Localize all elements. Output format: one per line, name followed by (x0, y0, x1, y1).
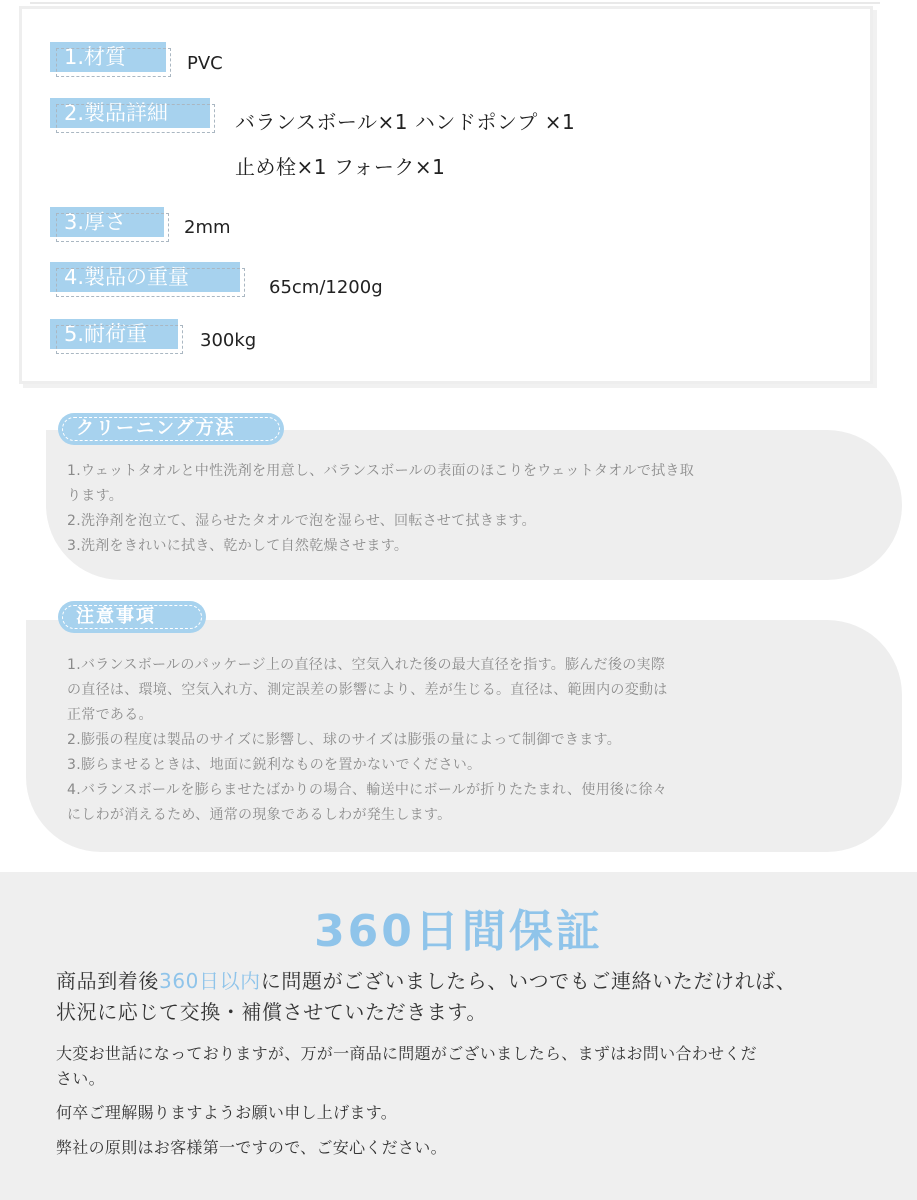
notes-line-4: 2.膨張の程度は製品のサイズに影響し、球のサイズは膨張の量によって制御できます。 (67, 732, 621, 748)
spec-label-material: 1.材質 (50, 42, 166, 72)
cleaning-line-1: 1.ウェットタオルと中性洗剤を用意し、バランスボールの表面のほこりをウェットタオルで拭き取 (67, 463, 695, 479)
spec-value-details-line1: バランスボール×1 ハンドポンプ ×1 (235, 110, 576, 134)
cleaning-panel (46, 430, 902, 580)
cleaning-line-3: 2.洗浄剤を泡立て、湿らせたタオルで泡を湿らせ、回転させて拭きます。 (67, 513, 536, 529)
notes-line-6: 4.バランスボールを膨らませたばかりの場合、輸送中にボールが折りたたまれ、使用後に徐々 (67, 782, 668, 798)
spec-value-material: PVC (187, 53, 223, 74)
warranty-title: 360日間保証 (314, 906, 603, 957)
warranty-sub-line1: 大変お世話になっておりますが、万が一商品に問題がございましたら、まずはお問い合わせくだ (56, 1044, 757, 1063)
cleaning-line-2: ります。 (67, 488, 124, 504)
spec-label-load: 5.耐荷重 (50, 319, 178, 349)
spec-value-load: 300kg (200, 330, 257, 351)
warranty-highlight: 360日以内 (159, 969, 261, 993)
warranty-main-post: に問題がございましたら、いつでもご連絡いただければ、 (260, 969, 797, 993)
spec-value-details-line2: 止め栓×1 フォーク×1 (235, 155, 446, 179)
spec-label-thickness: 3.厚さ (50, 207, 164, 237)
notes-title-tag: 注意事項 (58, 601, 206, 633)
spec-label-details: 2.製品詳細 (50, 98, 210, 128)
warranty-main-pre: 商品到着後 (56, 969, 159, 993)
cleaning-title-tag: クリーニング方法 (58, 413, 284, 445)
notes-line-5: 3.膨らませるときは、地面に鋭利なものを置かないでください。 (67, 757, 482, 773)
spec-value-thickness: 2mm (184, 217, 231, 238)
warranty-sub-line3: 何卒ご理解賜りますようお願い申し上げます。 (56, 1103, 398, 1122)
spec-value-weight: 65cm/1200g (269, 277, 383, 298)
warranty-sub-line2: さい。 (56, 1069, 105, 1088)
notes-line-1: 1.バランスボールのパッケージ上の直径は、空気入れた後の最大直径を指す。膨んだ後の実際 (67, 657, 666, 673)
warranty-sub-line4: 弊社の原則はお客様第一ですので、ご安心ください。 (56, 1138, 447, 1157)
spec-card-top-border (30, 2, 880, 4)
notes-line-2: の直径は、環境、空気入れ方、測定誤差の影響により、差が生じる。直径は、範囲内の変動は (67, 682, 668, 698)
cleaning-line-4: 3.洗剤をきれいに拭き、乾かして自然乾燥させます。 (67, 538, 409, 554)
notes-line-3: 正常である。 (67, 707, 153, 723)
spec-label-weight: 4.製品の重量 (50, 262, 240, 292)
warranty-main-line2: 状況に応じて交換・補償させていただきます。 (56, 1000, 487, 1024)
notes-line-7: にしわが消えるため、通常の現象であるしわが発生します。 (67, 807, 452, 823)
warranty-main-line1 (56, 965, 796, 994)
